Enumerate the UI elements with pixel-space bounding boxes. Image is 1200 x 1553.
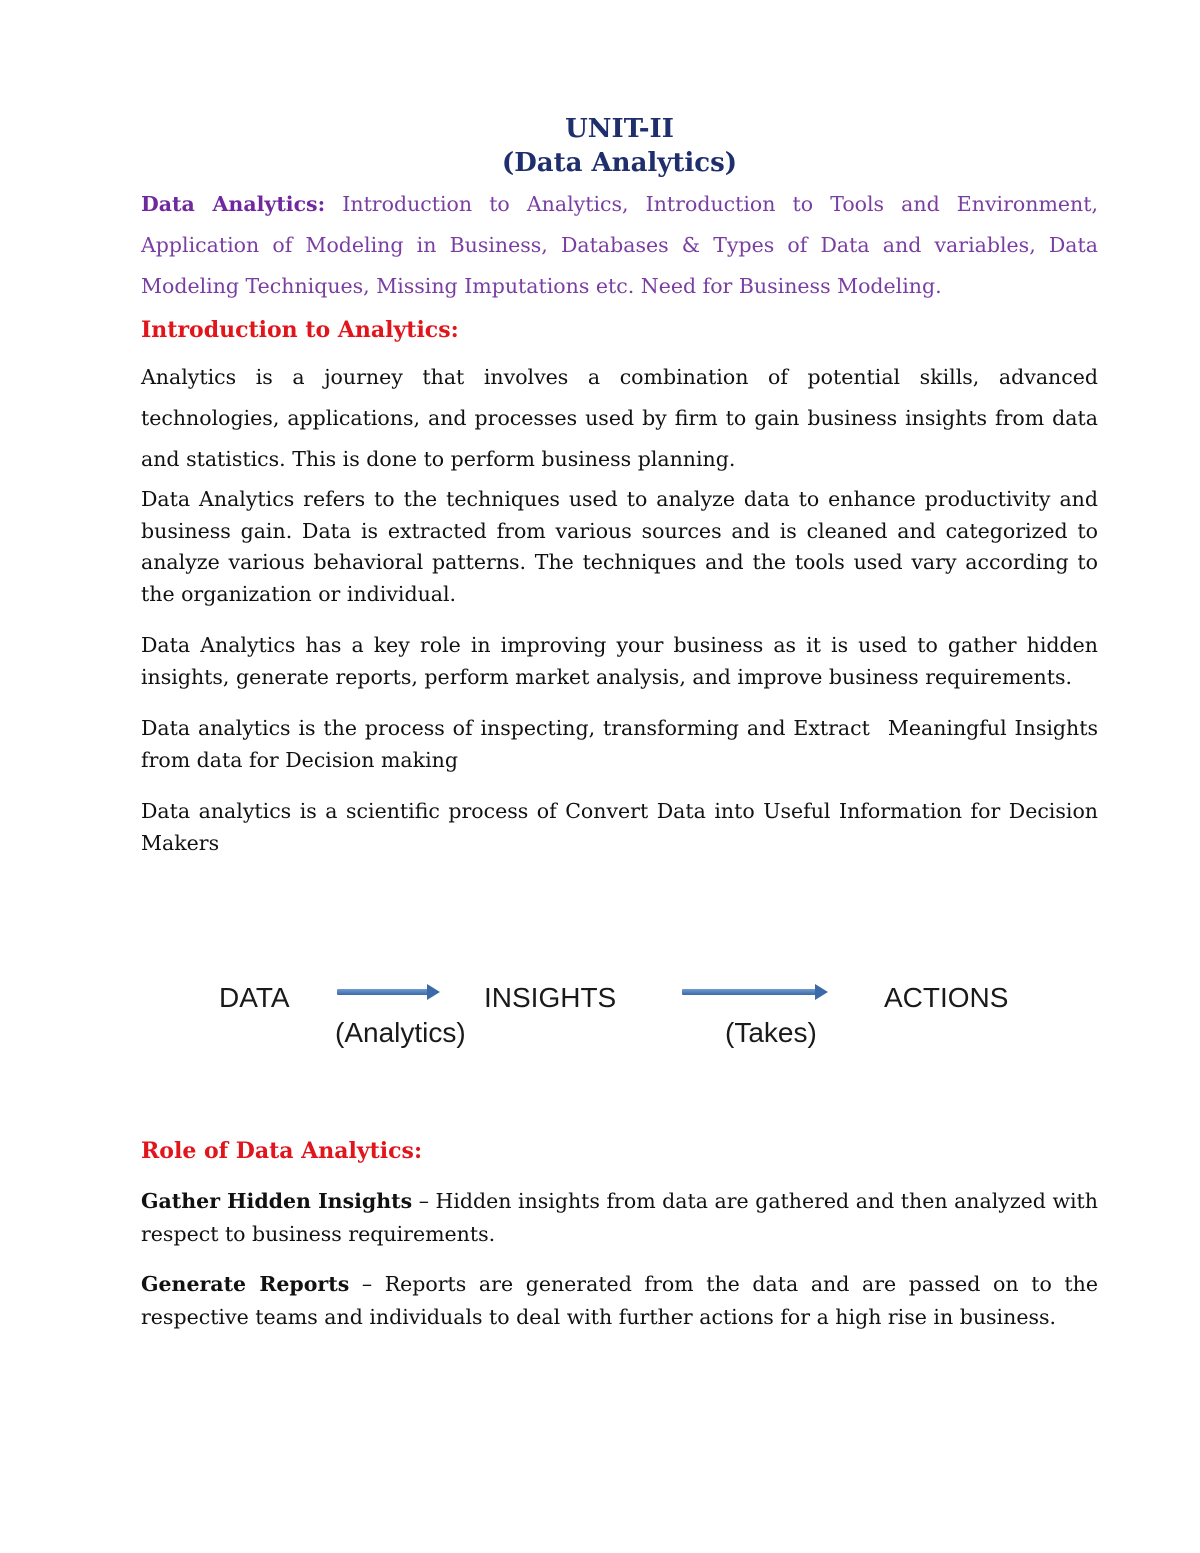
- arrow-insights-to-actions: [682, 984, 828, 1000]
- intro-paragraph-2: Data Analytics refers to the techniques used to analyze data to enhance productivity and business gain. Data is extracted from various sources and is cleaned and categorized to analyze various behavioral patterns. The techniques and the tools used vary according to the organization or individual.: [141, 487, 1098, 606]
- role-section: [141, 1135, 1098, 1333]
- document-body: [141, 112, 1098, 859]
- intro-paragraph-4-part-2: Meaningful Insights from data for Decision making: [141, 716, 1098, 772]
- intro-paragraph-5: Data analytics is a scientific process of Convert Data into Useful Information for Decision Makers: [141, 799, 1098, 855]
- role-item-term: Gather Hidden Insights: [141, 1189, 413, 1213]
- diagram-analytics-label: (Analytics): [335, 1017, 466, 1048]
- role-item-text: – Reports are generated from the data and are passed on to the respective teams and individuals to deal with further actions for a high rise in business.: [141, 1272, 1098, 1329]
- diagram-insights-label: INSIGHTS: [484, 982, 617, 1013]
- intro-paragraph-3: Data Analytics has a key role in improving your business as it is used to gather hidden insights, generate reports, perform market analysis, and improve business requirements.: [141, 633, 1098, 689]
- role-item-generate-reports: [141, 1268, 1098, 1333]
- unit-title: UNIT-II: [565, 114, 674, 144]
- intro-paragraph-4: [141, 713, 1098, 776]
- syllabus-text: Introduction to Analytics, Introduction to Tools and Environment, Application of Modeling in Business, Databases & Types of Data and variables, Data Modeling Techniques, Missing Imputations etc. Need for Business Modeling.: [141, 192, 1098, 298]
- intro-heading: Introduction to Analytics:: [141, 317, 459, 343]
- role-item-text: – Hidden insights from data are gathered and then analyzed with respect to business requirements.: [141, 1189, 1098, 1246]
- intro-paragraph-4-part-1: Data analytics is the process of inspecting, transforming and Extract: [141, 716, 870, 740]
- arrow-data-to-insights: [337, 984, 440, 1000]
- role-item-gather-insights: [141, 1185, 1098, 1250]
- role-heading: Role of Data Analytics:: [141, 1138, 423, 1164]
- diagram-takes-label: (Takes): [725, 1017, 817, 1048]
- syllabus-lead: Data Analytics:: [141, 192, 326, 216]
- diagram-data-label: DATA: [219, 982, 290, 1013]
- role-item-term: Generate Reports: [141, 1272, 350, 1296]
- syllabus-paragraph: [141, 184, 1098, 307]
- intro-paragraph-1: Analytics is a journey that involves a combination of potential skills, advanced technologies, applications, and processes used by firm to gain business insights from data and statistics. This is done to perform business planning.: [141, 365, 1098, 471]
- subject-title: (Data Analytics): [501, 148, 738, 178]
- diagram-actions-label: ACTIONS: [884, 982, 1009, 1013]
